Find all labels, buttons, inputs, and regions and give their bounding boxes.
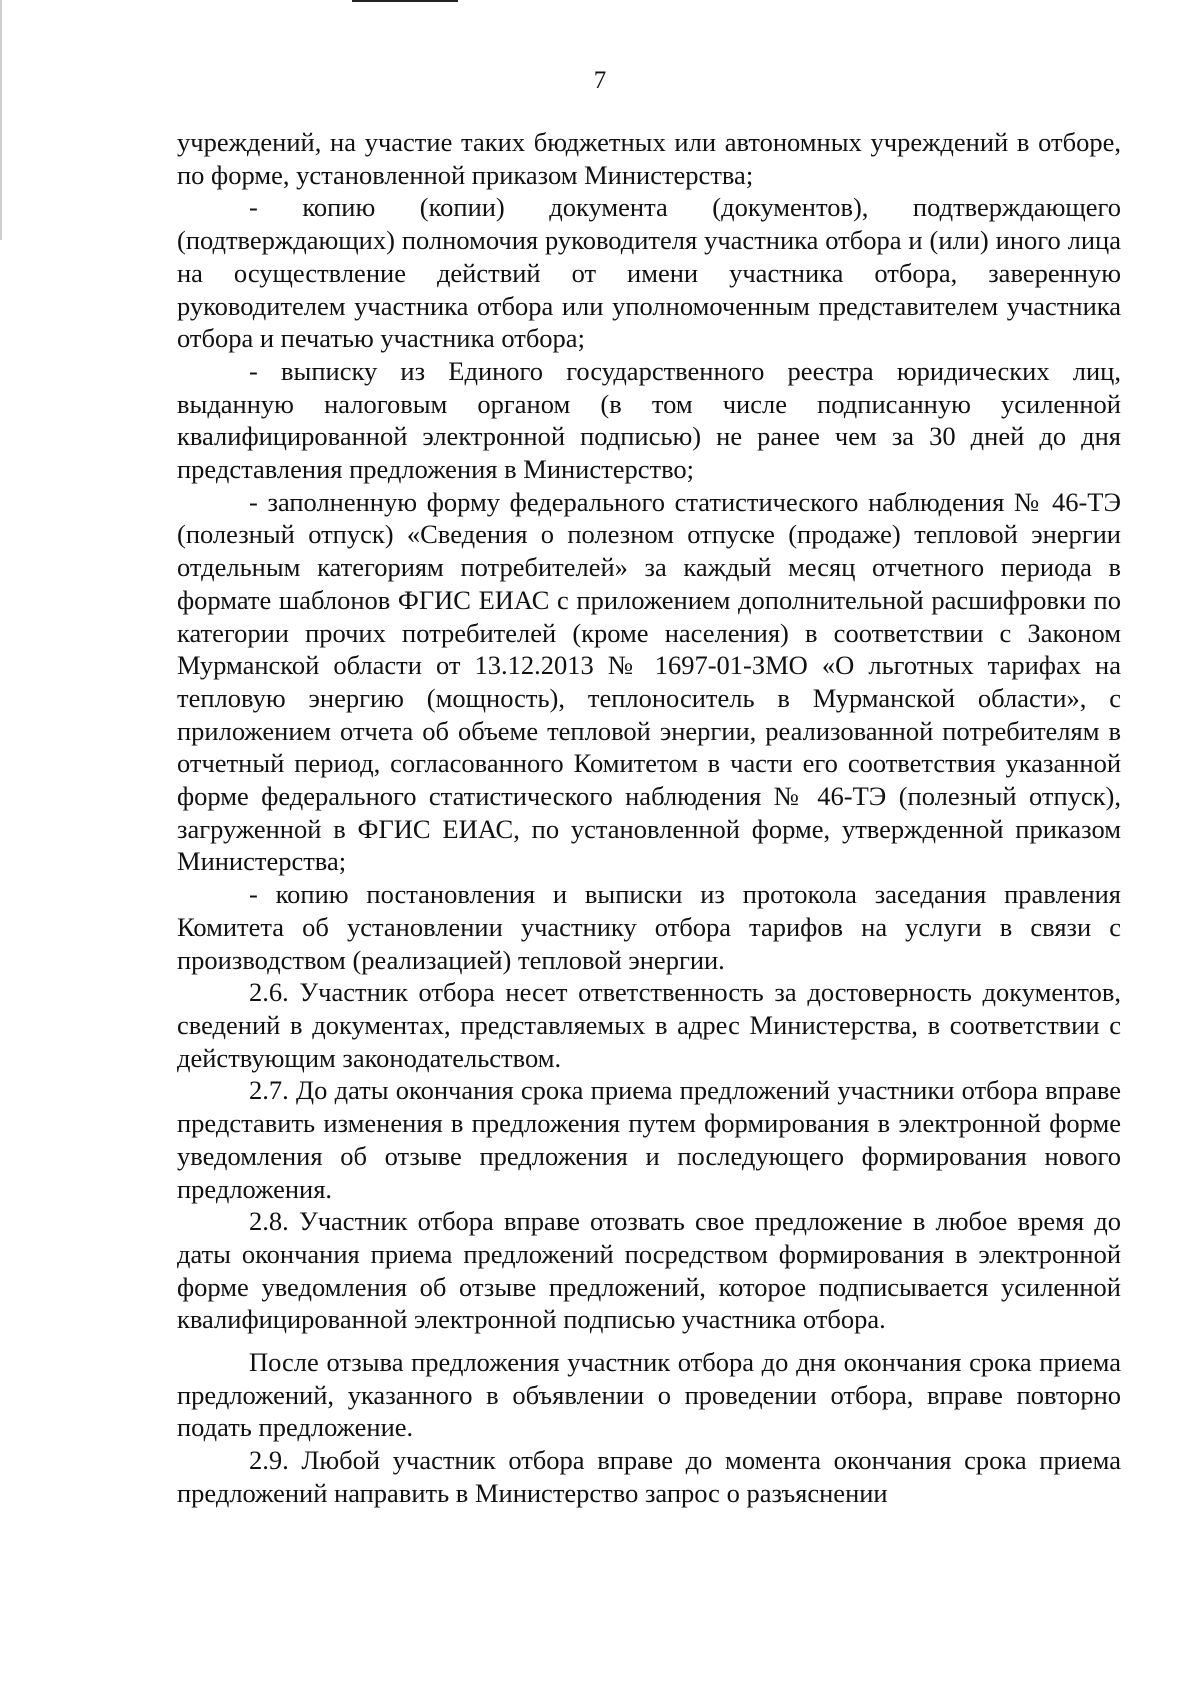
paragraph-2-8: 2.8. Участник отбора вправе отозвать свое предложение в любое время до даты окончания приема предложений посредством формирования в электронной форме уведомления об отзыве предложений, которое подписывается усиленной квалифицированной электронной подписью участника отбора. bbox=[177, 1206, 1121, 1335]
paragraph-after-withdrawal: После отзыва предложения участник отбора до дня окончания срока приема предложений, указанного в объявлении о проведении отбора, вправе повторно подать предложение. bbox=[177, 1347, 1121, 1443]
top-rule bbox=[352, 0, 458, 2]
paragraph-statistical-form: - заполненную форму федерального статистического наблюдения № 46-ТЭ (полезный отпуск) «Сведения о полезном отпуске (продаже) тепловой энергии отдельным категориям потребителей» за каждый месяц отчетного периода в формате шаблонов ФГИС ЕИАС с приложением дополнительной расшифровки по категории прочих потребителей (кроме населения) в соответствии с Законом Мурманской области от 13.12.2013 № 1697-01-ЗМО «О льготных тарифах на тепловую энергию (мощность), теплоноситель в Мурманской области», с приложением отчета об объеме тепловой энергии, реализованной потребителям в отчетный период, согласованного Комитетом в части его соответствия указанной форме федерального статистического наблюдения № 46-ТЭ (полезный отпуск), загруженной в ФГИС ЕИАС, по установленной форме, утвержденной приказом Министерства; bbox=[177, 486, 1121, 877]
page-number: 7 bbox=[593, 67, 607, 94]
paragraph-continuation: учреждений, на участие таких бюджетных или автономных учреждений в отборе, по форме, установленной приказом Министерства; bbox=[177, 127, 1121, 190]
paragraph-tariff-resolution: - копию постановления и выписки из протокола заседания правления Комитета об установлении участнику отбора тарифов на услуги в связи с производством (реализацией) тепловой энергии. bbox=[177, 879, 1121, 975]
paragraph-2-7: 2.7. До даты окончания срока приема предложений участники отбора вправе представить изменения в предложения путем формирования в электронной форме уведомления об отзыве предложения и последующего формирования нового предложения. bbox=[177, 1075, 1121, 1204]
scan-left-edge bbox=[0, 0, 2, 240]
paragraph-2-9: 2.9. Любой участник отбора вправе до момента окончания срока приема предложений направить в Министерство запрос о разъяснении bbox=[177, 1445, 1121, 1508]
paragraph-authority-copy: - копию (копии) документа (документов), подтверждающего (подтверждающих) полномочия руководителя участника отбора и (или) иного лица на осуществление действий от имени участника отбора, заверенную руководителем участника отбора или уполномоченным представителем участника отбора и печатью участника отбора; bbox=[177, 192, 1121, 354]
paragraph-registry-extract: - выписку из Единого государственного реестра юридических лиц, выданную налоговым органом (в том числе подписанную усиленной квалифицированной электронной подписью) не ранее чем за 30 дней до дня представления предложения в Министерство; bbox=[177, 355, 1121, 485]
paragraph-2-6: 2.6. Участник отбора несет ответственность за достоверность документов, сведений в документах, представляемых в адрес Министерства, в соответствии с действующим законодательством. bbox=[177, 977, 1121, 1073]
document-body bbox=[177, 126, 1121, 1510]
